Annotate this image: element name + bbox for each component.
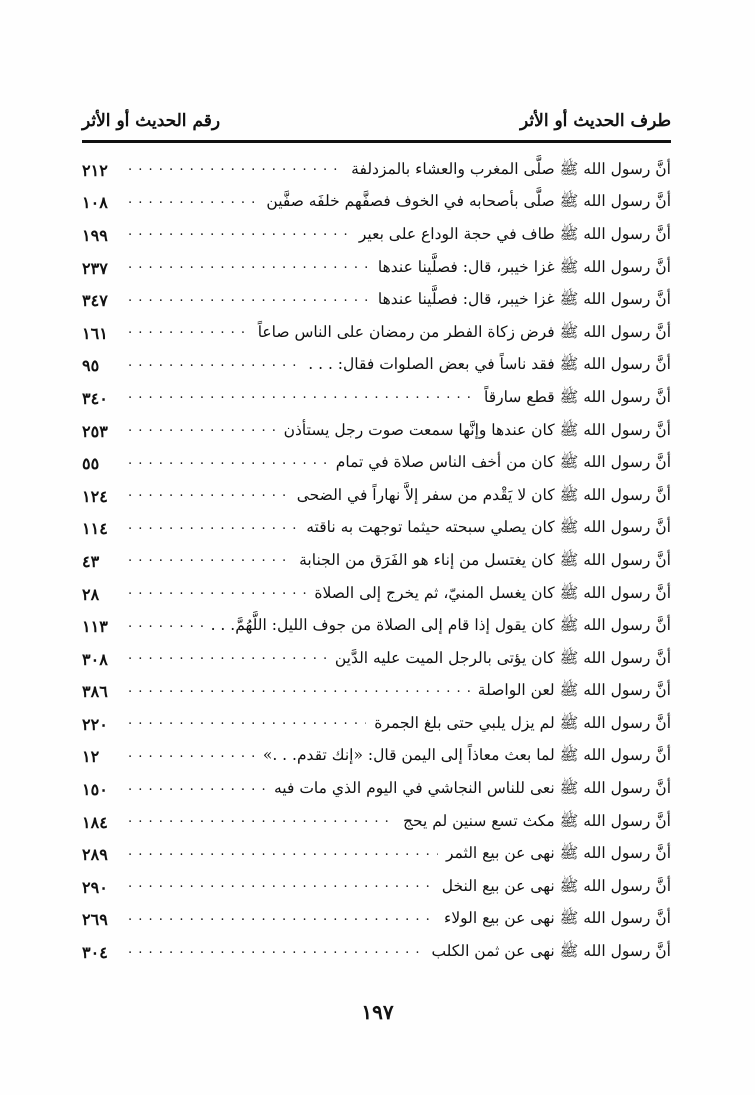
- entry-number: ٢٢٠: [82, 714, 108, 734]
- table-header: [82, 108, 671, 134]
- dot-leader: [128, 944, 423, 962]
- entry-text: أنَّ رسول الله ﷺ فقد ناساً في بعض الصلوات فقال: . . .: [308, 355, 671, 374]
- index-entry: [82, 284, 671, 317]
- entry-number: ٣٤٧: [82, 291, 108, 311]
- entry-text: أنَّ رسول الله ﷺ نهى عن بيع الولاء: [444, 909, 671, 928]
- page-number: ١٩٧: [361, 1000, 394, 1024]
- index-entry: [82, 708, 671, 741]
- index-entry: [82, 513, 671, 546]
- entry-number: ٣٠٤: [82, 943, 108, 963]
- entry-number: ١٥٠: [82, 780, 108, 800]
- entry-number: ١٢: [82, 747, 100, 767]
- entry-number: ١٦١: [82, 323, 108, 343]
- dot-leader: [128, 226, 351, 244]
- entry-text: أنَّ رسول الله ﷺ كان يقول إذا قام إلى الصلاة من جوف الليل: اللَّهُمَّ. . .: [210, 616, 671, 635]
- entry-text: أنَّ رسول الله ﷺ طاف في حجة الوداع على بعير: [358, 224, 671, 243]
- index-entry: [82, 806, 671, 839]
- dot-leader: [128, 455, 328, 473]
- index-entry: [82, 643, 671, 676]
- entry-number: ٩٥: [82, 356, 100, 376]
- entry-number: ٤٣: [82, 551, 100, 571]
- index-entry: [82, 741, 671, 774]
- entry-text: أنَّ رسول الله ﷺ كان يؤتى بالرجل الميت عليه الدَّين: [334, 648, 671, 667]
- dot-leader: [128, 422, 276, 440]
- entry-text: أنَّ رسول الله ﷺ غزا خيبر، قال: فصلَّينا عندها: [377, 257, 671, 276]
- index-entry: [82, 838, 671, 871]
- index-entry: [82, 545, 671, 578]
- entry-text: أنَّ رسول الله ﷺ لم يزل يلبي حتى بلغ الجمرة: [374, 713, 671, 732]
- index-list: [82, 154, 671, 969]
- entry-number: ١٨٤: [82, 812, 108, 832]
- entry-number: ٢٩٠: [82, 877, 108, 897]
- entry-text: أنَّ رسول الله ﷺ نعى للناس النجاشي في اليوم الذي مات فيه: [274, 779, 671, 798]
- dot-leader: [128, 389, 476, 407]
- entry-text: أنَّ رسول الله ﷺ نهى عن بيع النخل: [441, 876, 671, 895]
- index-entry: [82, 936, 671, 969]
- dot-leader: [128, 911, 436, 929]
- index-entry: [82, 904, 671, 937]
- dot-leader: [128, 292, 370, 310]
- index-entry: [82, 871, 671, 904]
- number-column-title: رقم الحديث أو الأثر: [82, 111, 221, 131]
- dot-leader: [128, 194, 258, 212]
- entry-text: أنَّ رسول الله ﷺ نهى عن ثمن الكلب: [431, 942, 671, 961]
- entry-text: أنَّ رسول الله ﷺ كان من أخف الناس صلاة في تمام: [335, 453, 671, 472]
- dot-leader: [128, 552, 291, 570]
- entry-number: ٢٥٣: [82, 421, 108, 441]
- entry-number: ٢٦٩: [82, 910, 108, 930]
- entry-text: أنَّ رسول الله ﷺ قطع سارقاً: [484, 387, 671, 406]
- dot-leader: [128, 520, 298, 538]
- entry-text: أنَّ رسول الله ﷺ لما بعث معاذاً إلى اليمن قال: «إنك تقدم. . .»: [262, 746, 671, 765]
- index-entry: [82, 350, 671, 383]
- dot-leader: [128, 813, 395, 831]
- entry-text: أنَّ رسول الله ﷺ صلَّى المغرب والعشاء بالمزدلفة: [351, 159, 671, 178]
- entry-text: أنَّ رسول الله ﷺ لعن الواصلة: [477, 681, 671, 700]
- dot-leader: [128, 618, 203, 636]
- entry-number: ٢٨٩: [82, 845, 108, 865]
- dot-leader: [128, 487, 289, 505]
- entry-number: ١٩٩: [82, 225, 108, 245]
- entry-text: أنَّ رسول الله ﷺ كان عندها وإنَّها سمعت صوت رجل يستأذن: [283, 420, 671, 439]
- entry-number: ٥٥: [82, 454, 100, 474]
- index-entry: [82, 252, 671, 285]
- dot-leader: [128, 878, 434, 896]
- entry-number: ١٠٨: [82, 193, 108, 213]
- index-entry: [82, 610, 671, 643]
- index-entry: [82, 773, 671, 806]
- index-entry: [82, 187, 671, 220]
- dot-leader: [128, 846, 438, 864]
- index-entry: [82, 415, 671, 448]
- dot-leader: [128, 585, 306, 603]
- dot-leader: [128, 259, 370, 277]
- dot-leader: [128, 161, 343, 179]
- entry-text: أنَّ رسول الله ﷺ نهى عن بيع الثمر: [446, 844, 671, 863]
- entry-number: ١٢٤: [82, 486, 108, 506]
- dot-leader: [128, 324, 250, 342]
- entry-number: ٣٤٠: [82, 388, 108, 408]
- dot-leader: [128, 357, 300, 375]
- index-entry: [82, 447, 671, 480]
- entry-text: أنَّ رسول الله ﷺ كان لا يَقْدم من سفر إلاَّ نهاراً في الضحى: [296, 485, 671, 504]
- entry-text: أنَّ رسول الله ﷺ صلَّى بأصحابه في الخوف فصفَّهم خلفَه صفَّين: [266, 192, 671, 211]
- dot-leader: [128, 650, 327, 668]
- dot-leader: [128, 715, 366, 733]
- dot-leader: [128, 683, 470, 701]
- entry-text: أنَّ رسول الله ﷺ غزا خيبر، قال: فصلَّينا عندها: [377, 290, 671, 309]
- entry-number: ١١٤: [82, 519, 108, 539]
- entry-number: ٣٨٦: [82, 682, 108, 702]
- index-entry: [82, 154, 671, 187]
- entry-number: ٢٣٧: [82, 258, 108, 278]
- hadith-column-title: طرف الحديث أو الأثر: [520, 111, 671, 131]
- index-entry: [82, 578, 671, 611]
- entry-text: أنَّ رسول الله ﷺ مكث تسع سنين لم يحج: [402, 811, 671, 830]
- entry-number: ٢٨: [82, 584, 100, 604]
- index-entry: [82, 382, 671, 415]
- header-rule: [82, 140, 671, 143]
- index-entry: [82, 317, 671, 350]
- entry-text: أنَّ رسول الله ﷺ كان يغتسل من إناء هو الفَرَق من الجنابة: [299, 550, 671, 569]
- index-entry: [82, 219, 671, 252]
- entry-number: ٢١٢: [82, 160, 108, 180]
- index-entry: [82, 676, 671, 709]
- entry-text: أنَّ رسول الله ﷺ فرض زكاة الفطر من رمضان على الناس صاعاً: [257, 322, 671, 341]
- index-entry: [82, 480, 671, 513]
- dot-leader: [128, 748, 255, 766]
- entry-number: ٣٠٨: [82, 649, 108, 669]
- dot-leader: [128, 781, 266, 799]
- entry-number: ١١٣: [82, 617, 108, 637]
- entry-text: أنَّ رسول الله ﷺ كان يصلي سبحته حيثما توجهت به ناقته: [306, 518, 671, 537]
- entry-text: أنَّ رسول الله ﷺ كان يغسل المنيّ، ثم يخرج إلى الصلاة: [314, 583, 671, 602]
